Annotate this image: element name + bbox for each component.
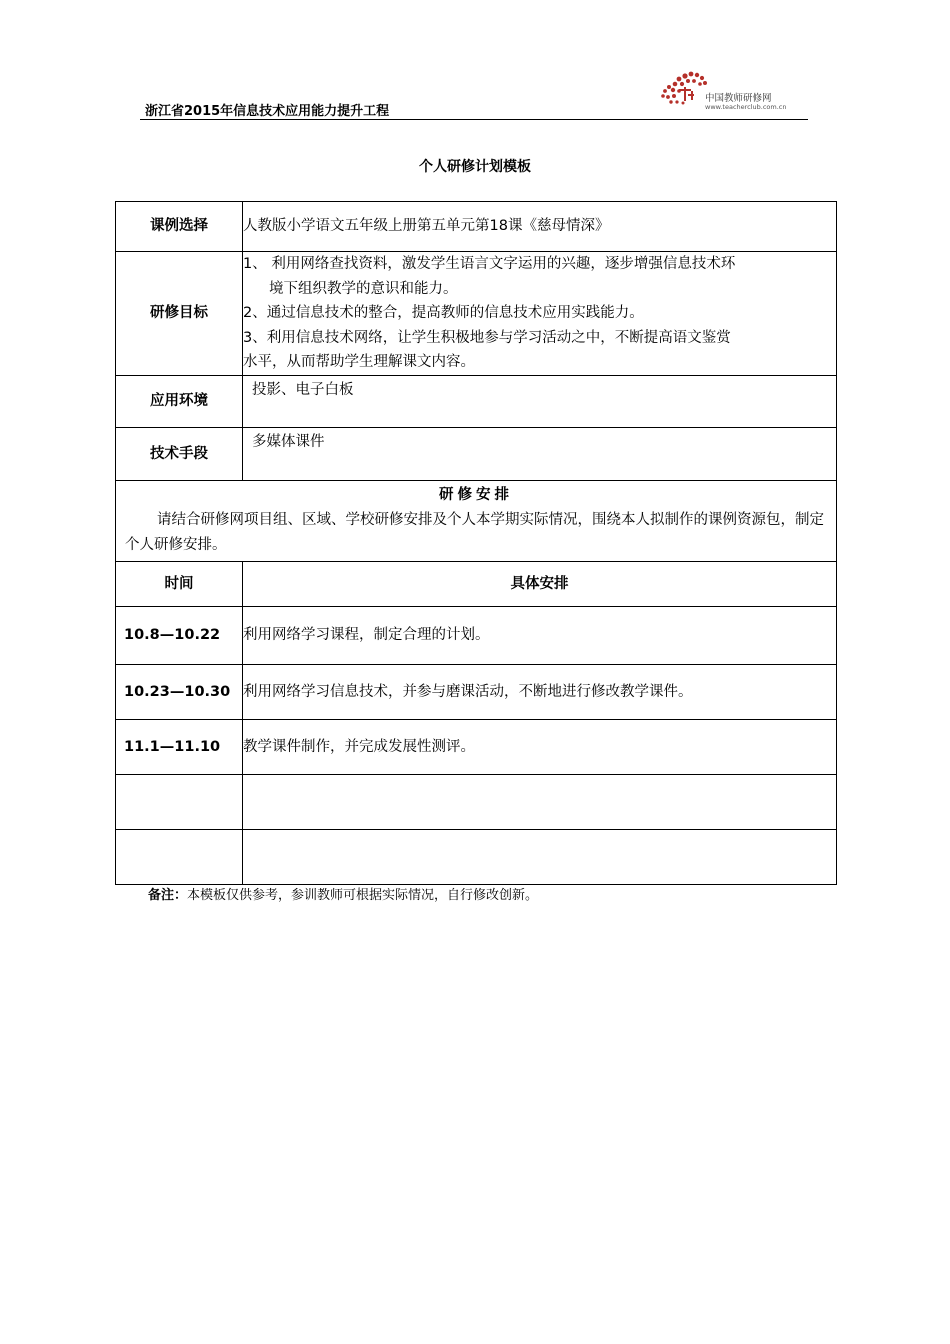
schedule-plan: 利用网络学习信息技术，并参与磨课活动，不断地进行修改教学课件。 [243,665,837,720]
schedule-header-row [116,562,837,607]
plan-column-header: 具体安排 [243,562,837,607]
environment-label: 应用环境 [116,376,243,428]
schedule-time: 10.8—10.22 [116,607,243,665]
logo-url: www.teacherclub.com.cn [705,103,787,111]
arrangement-title: 研修安排 [439,487,513,503]
table-row [116,775,837,830]
schedule-time: 11.1—11.10 [116,720,243,775]
footnote [148,884,538,903]
schedule-plan: 教学课件制作，并完成发展性测评。 [243,720,837,775]
research-plan-table [115,201,837,885]
header-title: 浙江省2015年信息技术应用能力提升工程 [145,104,390,119]
schedule-time [116,775,243,830]
goals-label: 研修目标 [116,252,243,376]
goal-line: 水平，从而帮助学生理解课文内容。 [243,354,475,371]
goals-value [243,252,837,376]
arrangement-section-row [116,481,837,562]
goal-line: 境下组织教学的意识和能力。 [269,280,458,297]
time-column-header: 时间 [116,562,243,607]
environment-value: 投影、电子白板 [243,376,837,428]
arrangement-description: 请结合研修网项目组、区域、学校研修安排及个人本学期实际情况，围绕本人拟制作的课例资源包，制定个人研修安排。 [125,512,824,553]
case-value: 人教版小学语文五年级上册第五单元第18课《慈母情深》 [243,202,837,252]
table-row [116,665,837,720]
table-row [116,607,837,665]
tech-value: 多媒体课件 [243,428,837,481]
schedule-plan: 利用网络学习课程，制定合理的计划。 [243,607,837,665]
header-divider [140,119,808,120]
goal-line: 3、利用信息技术网络，让学生积极地参与学习活动之中，不断提高语文鉴赏 [243,329,731,346]
arrangement-section [116,481,837,562]
footnote-label: 备注： [148,888,188,903]
table-row [116,830,837,885]
schedule-time: 10.23—10.30 [116,665,243,720]
goal-line: 1、 利用网络查找资料，激发学生语言文字运用的兴趣，逐步增强信息技术环 [243,256,736,273]
tech-row [116,428,837,481]
tech-label: 技术手段 [116,428,243,481]
footnote-text: 本模板仅供参考，参训教师可根据实际情况，自行修改创新。 [187,888,539,903]
goals-row [116,252,837,376]
logo-name: 中国教师研修网 [705,93,772,104]
goal-line: 2、通过信息技术的整合，提高教师的信息技术应用实践能力。 [243,305,644,322]
document-title: 个人研修计划模板 [419,159,531,175]
case-label: 课例选择 [116,202,243,252]
schedule-plan [243,775,837,830]
table-row [116,720,837,775]
schedule-plan [243,830,837,885]
environment-row [116,376,837,428]
schedule-time [116,830,243,885]
case-row [116,202,837,252]
